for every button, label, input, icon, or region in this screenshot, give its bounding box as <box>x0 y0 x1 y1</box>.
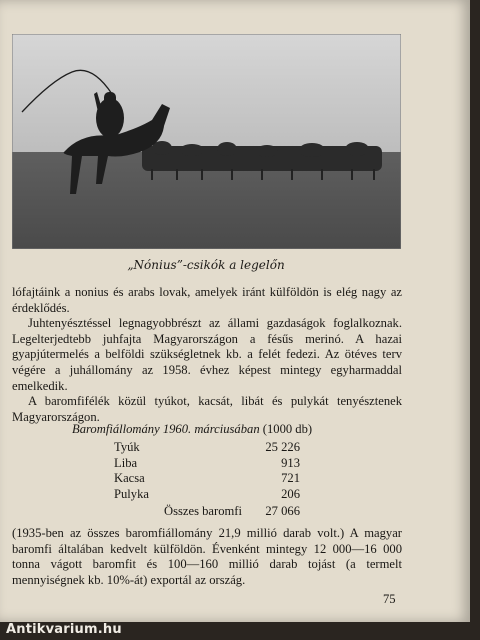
row-value: 721 <box>281 471 300 485</box>
row-label: Liba <box>114 455 138 470</box>
paragraph: (1935-ben az összes baromfiállomány 21,9 millió darab volt.) A magyar baromfi általában kedvelt külföldön. Évenként mintegy 12 000—16 000 tonna vágott baromfit és 100—160 millió darab tojást (a termelt mennyiségnek kb. 10%-át) exportál az ország. <box>12 526 402 587</box>
table-total-row <box>114 504 300 520</box>
table-row <box>114 471 300 487</box>
table-title-unit: (1000 db) <box>262 422 313 436</box>
paragraph: lófajtáink a nonius és arabs lovak, amelyek iránt külföldön is elég nagy az érdeklődés. <box>12 285 402 315</box>
table-title <box>72 422 312 437</box>
table-row <box>114 487 300 503</box>
row-label: Kacsa <box>114 471 145 485</box>
total-value: 27 066 <box>265 504 300 518</box>
closing-paragraph <box>12 526 402 588</box>
table-row <box>114 456 300 472</box>
page-number: 75 <box>383 592 396 606</box>
total-label: Összes baromfi <box>164 504 242 518</box>
watermark-logo: Antikvarium.hu <box>6 622 122 637</box>
table-title-main: Baromfiállomány 1960. márciusában <box>72 422 260 436</box>
row-label: Pulyka <box>114 486 149 501</box>
row-label: Tyúk <box>114 440 140 454</box>
paragraph: A baromfifélék közül tyúkot, kacsát, libát és pulykát tenyésztenek Magyarországon. <box>12 394 402 424</box>
row-value: 913 <box>281 455 300 470</box>
table-row <box>114 440 300 456</box>
photo-caption: „Nónius”-csikók a legelőn <box>127 258 285 272</box>
paragraph: Juhtenyésztéssel legnagyobbrészt az állami gazdaságok foglalkoznak. Legelterjedtebb juhfajta Magyarországon a fésűs merinó. A hazai gyapjútermelés a belföldi szükségletnek kb. a felét fedezi. Az ötéves terv végére a juhállomány az 1958. évhez képest mintegy egyharmaddal emelkedik. <box>12 316 402 393</box>
body-text <box>12 285 402 425</box>
photo-horses-pasture <box>12 34 401 249</box>
poultry-table <box>114 440 300 520</box>
row-value: 206 <box>281 486 300 501</box>
row-value: 25 226 <box>265 440 300 454</box>
